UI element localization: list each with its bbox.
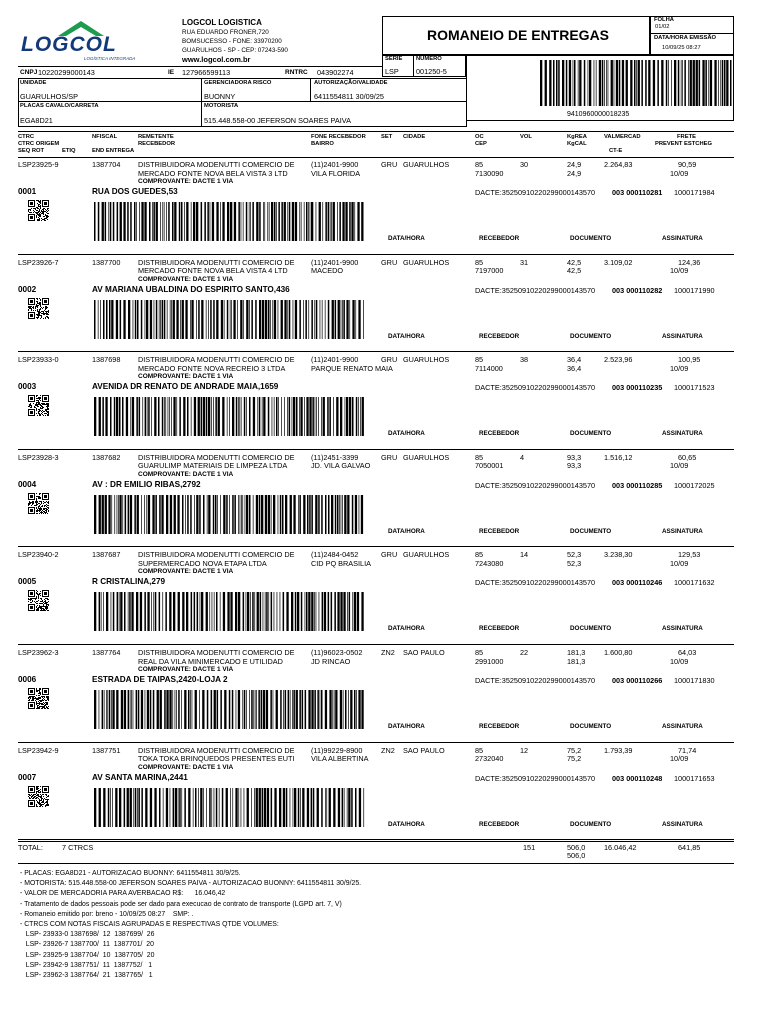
col-oc: OC (475, 134, 484, 140)
footer-note: - Tratamento de dados pessoais pode ser dado para execucao de contrato de transporte (LGPD art. 7, V) (20, 900, 342, 908)
rntrc-label: RNTRC (285, 69, 308, 76)
entry-fone: (11)2401-9900 (311, 160, 359, 169)
col-fone: FONE RECEBEDOR (311, 134, 366, 140)
entry-cte-number: 003 000110246 (612, 578, 663, 588)
ie-label: IE (168, 69, 175, 76)
entry-dacte: DACTE:35250910220299000143570 (475, 188, 596, 197)
entry-fone: (11)2451-3399 (311, 452, 359, 462)
entry-recebedor: MERCADO FONTE NOVA RECREIO 3 LTDA (138, 363, 286, 373)
sig-documento: DOCUMENTO (570, 723, 612, 730)
entry-bairro: VILA FLORIDA (311, 168, 361, 178)
sig-recebedor: RECEBEDOR (479, 820, 520, 828)
folha-label: FOLHA (654, 17, 674, 23)
sig-datahora: DATA/HORA (388, 723, 425, 730)
entry-qr-code (28, 298, 72, 342)
entry-fone: (11)96023-0502 (311, 648, 363, 657)
footer-note: - CTRCS COM NOTAS FISCAIS AGRUPADAS E RESPECTIVAS QTDE VOLUMES: (20, 921, 279, 928)
entry-barcode (94, 690, 366, 729)
entry-seq: 0002 (18, 284, 37, 294)
entry-dacte: DACTE:35250910220299000143570 (475, 383, 596, 393)
footer-note: LSP- 23925-9 1387704/ 10 1387705/ 20 (20, 951, 155, 959)
entry-recebedor: GUARULIMP MATERIAIS DE LIMPEZA LTDA (138, 461, 288, 471)
emissao-value: 10/09/25 08:27 (662, 45, 701, 51)
entry-dacte: DACTE:35250910220299000143570 (475, 578, 596, 588)
entry-frete: 124,36 (678, 257, 701, 267)
sig-recebedor: RECEBEDOR (479, 235, 520, 242)
entry-kgcal: 93,3 (567, 461, 582, 471)
entry-end-entrega: RUA DOS GUEDES,53 (92, 187, 178, 196)
entry-dacte: DACTE:35250910220299000143570 (475, 676, 596, 685)
col-ctrc-origem: CTRC ORIGEM (18, 141, 60, 147)
entry-separator (18, 742, 734, 743)
total-valmercad: 16.046,42 (604, 843, 637, 852)
sig-assinatura: ASSINATURA (662, 527, 703, 535)
entry-frete: 90,59 (678, 160, 697, 169)
col-kgcal: KgCAL (567, 141, 587, 147)
entry-cte-number: 003 000110281 (612, 188, 663, 197)
entry-bairro: JD. VILA GALVAO (311, 461, 371, 471)
sig-documento: DOCUMENTO (570, 820, 612, 828)
entry-kgrea: 24,9 (567, 160, 582, 169)
entry-reference: 1000171653 (674, 773, 715, 783)
entry-qr-code (28, 688, 72, 732)
entry-oc: 85 (475, 257, 484, 267)
entry-frete: 129,53 (678, 550, 701, 560)
sig-datahora: DATA/HORA (388, 332, 425, 340)
col-recebedor: RECEBEDOR (138, 141, 176, 147)
footer-note: LSP- 23926-7 1387700/ 11 1387701/ 20 (20, 941, 154, 949)
total-kgcal: 506,0 (567, 851, 586, 860)
sig-assinatura: ASSINATURA (662, 332, 703, 340)
unidade-label: UNIDADE (20, 80, 47, 86)
entry-comprovante: COMPROVANTE: DACTE 1 VIA (138, 568, 234, 576)
entry-kgrea: 42,5 (567, 257, 582, 267)
entry-remetente: DISTRIBUIDORA MODENUTTI COMERCIO DE (138, 648, 295, 657)
entry-cte-number: 003 000110266 (612, 676, 663, 685)
entry-valmercad: 2.264,83 (604, 160, 633, 169)
entry-vol: 4 (520, 452, 525, 462)
entry-set: GRU (381, 550, 398, 560)
footer-note: LSP- 23933-0 1387698/ 12 1387699/ 26 (20, 931, 155, 939)
entry-reference: 1000171632 (674, 578, 715, 588)
gerenciadora-label: GERENCIADORA RISCO (204, 80, 272, 86)
entry-kgcal: 24,9 (567, 168, 582, 178)
entry-oc: 85 (475, 550, 484, 560)
col-cidade: CIDADE (403, 134, 426, 140)
entry-nfiscal: 1387698 (92, 355, 121, 365)
footer-note: - Romaneio emitido por: breno - 10/09/25 08:27 SMP: . (20, 910, 194, 918)
entry-reference: 1000171990 (674, 285, 715, 295)
entry-ctrc: LSP23928-3 (18, 452, 59, 462)
total-vol: 151 (523, 843, 536, 852)
col-bairro: BAIRRO (311, 141, 334, 147)
entry-bairro: PARQUE RENATO MAIA (311, 363, 393, 373)
sig-datahora: DATA/HORA (388, 820, 425, 828)
entry-seq: 0001 (18, 187, 37, 196)
entry-dacte: DACTE:35250910220299000143570 (475, 285, 596, 295)
col-kgrea: KgREA (567, 134, 587, 140)
col-cep: CEP (475, 141, 487, 147)
company-address-2: BOMSUCESSO - FONE: 33970200 (182, 38, 282, 45)
entry-comprovante: COMPROVANTE: DACTE 1 VIA (138, 666, 234, 673)
entry-fone: (11)2484-0452 (311, 550, 359, 560)
sig-datahora: DATA/HORA (388, 527, 425, 535)
sig-assinatura: ASSINATURA (662, 625, 703, 633)
numero-value: 001250-5 (416, 67, 447, 76)
entry-cte-number: 003 000110285 (612, 480, 663, 490)
sig-documento: DOCUMENTO (570, 625, 612, 633)
entry-vol: 22 (520, 648, 529, 657)
entry-barcode (94, 397, 366, 436)
entry-remetente: DISTRIBUIDORA MODENUTTI COMERCIO DE (138, 550, 295, 560)
entry-cep: 7114000 (475, 363, 503, 373)
entry-ctrc: LSP23933-0 (18, 355, 59, 365)
entry-separator (18, 449, 734, 450)
footer-note: LSP- 23962-3 1387764/ 21 1387765/ 1 (20, 972, 153, 979)
col-vol: VOL (520, 134, 532, 140)
entry-kgcal: 181,3 (567, 656, 586, 666)
entry-cep: 2732040 (475, 754, 504, 764)
logo-text: LOGCOL (21, 33, 117, 56)
entry-valmercad: 3.109,02 (604, 257, 633, 267)
ie-value: 127966599113 (182, 68, 231, 77)
entry-barcode (94, 300, 366, 339)
entry-valmercad: 1.600,80 (604, 648, 633, 657)
total-ctrcs: 7 CTRCS (62, 843, 94, 852)
entry-vol: 14 (520, 550, 529, 560)
sig-datahora: DATA/HORA (388, 430, 425, 438)
entry-cte-number: 003 000110248 (612, 773, 663, 783)
sig-recebedor: RECEBEDOR (479, 723, 520, 730)
entry-barcode (94, 202, 366, 241)
entry-set: ZN2 (381, 745, 395, 755)
entry-oc: 85 (475, 648, 484, 657)
folha-value: 01/02 (655, 24, 670, 30)
entry-cep: 7050001 (475, 461, 504, 471)
entry-qr-code (28, 786, 72, 830)
entry-cidade: GUARULHOS (403, 257, 450, 267)
entry-qr-code (28, 493, 72, 537)
rntrc-value: 043902274 (317, 68, 354, 77)
entry-frete: 100,95 (678, 355, 701, 365)
entry-cidade: SAO PAULO (403, 648, 445, 657)
entry-bairro: VILA ALBERTINA (311, 754, 369, 764)
sig-recebedor: RECEBEDOR (479, 332, 520, 340)
sig-documento: DOCUMENTO (570, 332, 612, 340)
entry-end-entrega: AVENIDA DR RENATO DE ANDRADE MAIA,1659 (92, 382, 279, 392)
entry-ctrc: LSP23962-3 (18, 648, 59, 657)
entry-prevent: 10/09 (670, 558, 689, 568)
unidade-value: GUARULHOS/SP (20, 92, 78, 101)
sig-assinatura: ASSINATURA (662, 235, 703, 242)
col-remetente: REMETENTE (138, 134, 174, 140)
entry-remetente: DISTRIBUIDORA MODENUTTI COMERCIO DE (138, 452, 295, 462)
entry-remetente: DISTRIBUIDORA MODENUTTI COMERCIO DE (138, 257, 295, 267)
footer-note: - MOTORISTA: 515.448.558-00 JEFERSON SOARES PAIVA - AUTORIZACAO BUONNY: 6411554811 30/9/25. (20, 880, 362, 888)
entry-frete: 60,65 (678, 452, 697, 462)
entry-vol: 12 (520, 745, 529, 755)
entry-reference: 1000171523 (674, 383, 715, 393)
entry-cidade: SAO PAULO (403, 745, 445, 755)
col-prevent: PREVENT ESTCHEG (655, 141, 713, 147)
sig-assinatura: ASSINATURA (662, 723, 703, 730)
entry-kgrea: 36,4 (567, 355, 582, 365)
entry-end-entrega: R CRISTALINA,279 (92, 577, 166, 587)
entry-separator (18, 254, 734, 255)
numero-label: NUMERO (416, 56, 442, 62)
sig-recebedor: RECEBEDOR (479, 625, 520, 633)
entry-ctrc: LSP23925-9 (18, 160, 59, 169)
entry-frete: 64,03 (678, 648, 697, 657)
entry-kgcal: 42,5 (567, 266, 582, 276)
footer-note: - VALOR DE MERCADORIA PARA AVERBACAO R$: 16.046,42 (20, 890, 226, 898)
entry-dacte: DACTE:35250910220299000143570 (475, 773, 596, 783)
entry-fone: (11)2401-9900 (311, 257, 359, 267)
sig-documento: DOCUMENTO (570, 527, 612, 535)
entry-kgrea: 52,3 (567, 550, 582, 560)
entry-nfiscal: 1387700 (92, 257, 121, 267)
entry-vol: 30 (520, 160, 529, 169)
cnpj-value: 10220299000143 (38, 68, 95, 77)
entry-fone: (11)99229-8900 (311, 745, 363, 755)
entry-bairro: MACEDO (311, 266, 344, 276)
col-frete: FRETE (677, 134, 697, 140)
entry-ctrc: LSP23942-9 (18, 745, 59, 755)
entry-recebedor: MERCADO FONTE NOVA BELA VISTA 4 LTD (138, 266, 288, 276)
entry-set: ZN2 (381, 648, 395, 657)
total-frete: 641,85 (678, 843, 701, 852)
entry-oc: 85 (475, 355, 484, 365)
entry-ctrc: LSP23940-2 (18, 550, 59, 560)
entry-bairro: JD RINCAO (311, 656, 351, 666)
entry-qr-code (28, 395, 72, 439)
entry-cidade: GUARULHOS (403, 550, 450, 560)
entry-remetente: DISTRIBUIDORA MODENUTTI COMERCIO DE (138, 160, 295, 169)
entry-remetente: DISTRIBUIDORA MODENUTTI COMERCIO DE (138, 355, 295, 365)
entry-bairro: CID PQ BRASILIA (311, 558, 372, 568)
entry-cep: 7130090 (475, 168, 504, 178)
entry-nfiscal: 1387704 (92, 160, 121, 169)
entry-kgcal: 52,3 (567, 558, 582, 568)
entry-set: GRU (381, 257, 398, 267)
entry-oc: 85 (475, 745, 484, 755)
placas-value: EGA8D21 (20, 116, 53, 125)
sig-recebedor: RECEBEDOR (479, 527, 520, 535)
entry-comprovante: COMPROVANTE: DACTE 1 VIA (138, 178, 234, 185)
entry-prevent: 10/09 (670, 266, 689, 276)
entry-comprovante: COMPROVANTE: DACTE 1 VIA (138, 470, 234, 478)
col-etiq: ETIQ (62, 148, 76, 154)
entry-seq: 0005 (18, 577, 37, 587)
entry-set: GRU (381, 355, 398, 365)
entry-nfiscal: 1387764 (92, 648, 121, 657)
entry-cep: 2991000 (475, 656, 504, 666)
entry-recebedor: REAL DA VILA MINIMERCADO E UTILIDAD (138, 656, 283, 666)
sig-datahora: DATA/HORA (388, 625, 425, 633)
entry-qr-code (28, 590, 72, 634)
total-label: TOTAL: (18, 843, 43, 852)
entry-oc: 85 (475, 160, 484, 169)
entry-recebedor: TOKA TOKA BRINQUEDOS PRESENTES EUTI (138, 754, 295, 764)
emissao-label: DATA/HORA EMISSÃO (654, 35, 717, 41)
entry-seq: 0007 (18, 772, 37, 782)
entry-vol: 31 (520, 257, 529, 267)
entry-nfiscal: 1387687 (92, 550, 121, 560)
motorista-label: MOTORISTA (204, 103, 239, 109)
autorizacao-value: 6411554811 30/09/25 (314, 92, 384, 101)
sig-datahora: DATA/HORA (388, 235, 425, 242)
entry-dacte: DACTE:35250910220299000143570 (475, 480, 596, 490)
sig-assinatura: ASSINATURA (662, 430, 703, 438)
entry-valmercad: 2.523,96 (604, 355, 633, 365)
entry-qr-code (28, 200, 72, 244)
entry-kgcal: 36,4 (567, 363, 582, 373)
entry-cidade: GUARULHOS (403, 452, 450, 462)
entry-kgcal: 75,2 (567, 754, 582, 764)
entry-prevent: 10/09 (670, 461, 689, 471)
entry-set: GRU (381, 160, 398, 169)
entry-cte-number: 003 000110282 (612, 285, 663, 295)
entry-comprovante: COMPROVANTE: DACTE 1 VIA (138, 763, 234, 771)
entry-remetente: DISTRIBUIDORA MODENUTTI COMERCIO DE (138, 745, 295, 755)
entry-comprovante: COMPROVANTE: DACTE 1 VIA (138, 275, 234, 283)
entry-recebedor: SUPERMERCADO NOVA ETAPA LTDA (138, 558, 267, 568)
entry-cep: 7243080 (475, 558, 504, 568)
entry-end-entrega: AV MARIANA UBALDINA DO ESPIRITO SANTO,436 (92, 284, 290, 294)
col-cte: CT-E (609, 148, 623, 154)
sig-recebedor: RECEBEDOR (479, 430, 520, 438)
entry-nfiscal: 1387751 (92, 745, 121, 755)
company-address-1: RUA EDUARDO FRONER,720 (182, 29, 269, 36)
entry-reference: 1000171984 (674, 188, 715, 197)
logo-subtitle: LOGÍSTICA INTEGRADA (84, 56, 136, 61)
motorista-value: 515.448.558-00 JEFERSON SOARES PAIVA (204, 116, 351, 125)
company-logo (18, 16, 158, 64)
entry-seq: 0003 (18, 382, 37, 392)
sig-assinatura: ASSINATURA (662, 820, 703, 828)
cnpj-label: CNPJ (20, 69, 38, 76)
page-title: ROMANEIO DE ENTREGAS (427, 27, 610, 43)
entry-valmercad: 1.793,39 (604, 745, 633, 755)
entry-fone: (11)2401-9900 (311, 355, 359, 365)
entry-separator (18, 351, 734, 352)
entry-end-entrega: ESTRADA DE TAIPAS,2420-LOJA 2 (92, 675, 228, 684)
entry-barcode (94, 592, 366, 631)
entry-cidade: GUARULHOS (403, 160, 450, 169)
entry-comprovante: COMPROVANTE: DACTE 1 VIA (138, 373, 234, 381)
entry-kgrea: 181,3 (567, 648, 586, 657)
sig-documento: DOCUMENTO (570, 235, 612, 242)
company-website: www.logcol.com.br (182, 55, 251, 64)
entry-valmercad: 1.516,12 (604, 452, 633, 462)
entry-vol: 38 (520, 355, 529, 365)
entry-cte-number: 003 000110235 (612, 383, 663, 393)
entry-valmercad: 3.238,30 (604, 550, 633, 560)
sig-documento: DOCUMENTO (570, 430, 612, 438)
col-ctrc: CTRC (18, 134, 35, 140)
main-barcode-number: 9410960000018235 (567, 111, 630, 118)
company-name: LOGCOL LOGISTICA (182, 18, 262, 27)
entry-prevent: 10/09 (670, 754, 689, 764)
entry-separator (18, 546, 734, 547)
entry-prevent: 10/09 (670, 168, 689, 178)
col-nfiscal: NFISCAL (92, 134, 118, 140)
entry-set: GRU (381, 452, 398, 462)
total-kgrea: 506,0 (567, 843, 586, 852)
entry-oc: 85 (475, 452, 484, 462)
entry-nfiscal: 1387682 (92, 452, 121, 462)
entry-prevent: 10/09 (670, 363, 689, 373)
col-end-entrega: END ENTREGA (92, 148, 135, 154)
entry-reference: 1000172025 (674, 480, 715, 490)
footer-note: LSP- 23942-9 1387751/ 11 1387752/ 1 (20, 961, 153, 969)
entry-seq: 0006 (18, 675, 37, 684)
entry-kgrea: 75,2 (567, 745, 582, 755)
placas-label: PLACAS CAVALO/CARRETA (20, 103, 99, 109)
autorizacao-label: AUTORIZAÇÃO/VALIDADE (314, 80, 388, 86)
entry-kgrea: 93,3 (567, 452, 582, 462)
entry-seq: 0004 (18, 479, 37, 489)
company-address-3: GUARULHOS - SP - CEP: 07243-590 (182, 47, 288, 54)
col-seq-rot: SEQ ROT (18, 148, 45, 154)
entry-reference: 1000171830 (674, 676, 715, 685)
entry-prevent: 10/09 (670, 656, 689, 666)
main-barcode (540, 60, 734, 106)
entry-cidade: GUARULHOS (403, 355, 450, 365)
entry-end-entrega: AV : DR EMILIO RIBAS,2792 (92, 479, 201, 489)
entry-recebedor: MERCADO FONTE NOVA BELA VISTA 3 LTD (138, 168, 288, 178)
entry-barcode (94, 788, 366, 827)
col-valmercad: VALMERCAD (604, 134, 641, 140)
entry-frete: 71,74 (678, 745, 697, 755)
entry-cep: 7197000 (475, 266, 504, 276)
gerenciadora-value: BUONNY (204, 92, 236, 101)
serie-label: SÉRIE (385, 56, 403, 62)
entry-ctrc: LSP23926-7 (18, 257, 59, 267)
col-set: SET (381, 134, 393, 140)
entry-barcode (94, 495, 366, 534)
serie-value: LSP (385, 67, 399, 76)
footer-note: - PLACAS: EGA8D21 - AUTORIZACAO BUONNY: 6411554811 30/9/25. (20, 870, 241, 877)
entry-separator (18, 644, 734, 645)
entry-end-entrega: AV SANTA MARINA,2441 (92, 772, 188, 782)
